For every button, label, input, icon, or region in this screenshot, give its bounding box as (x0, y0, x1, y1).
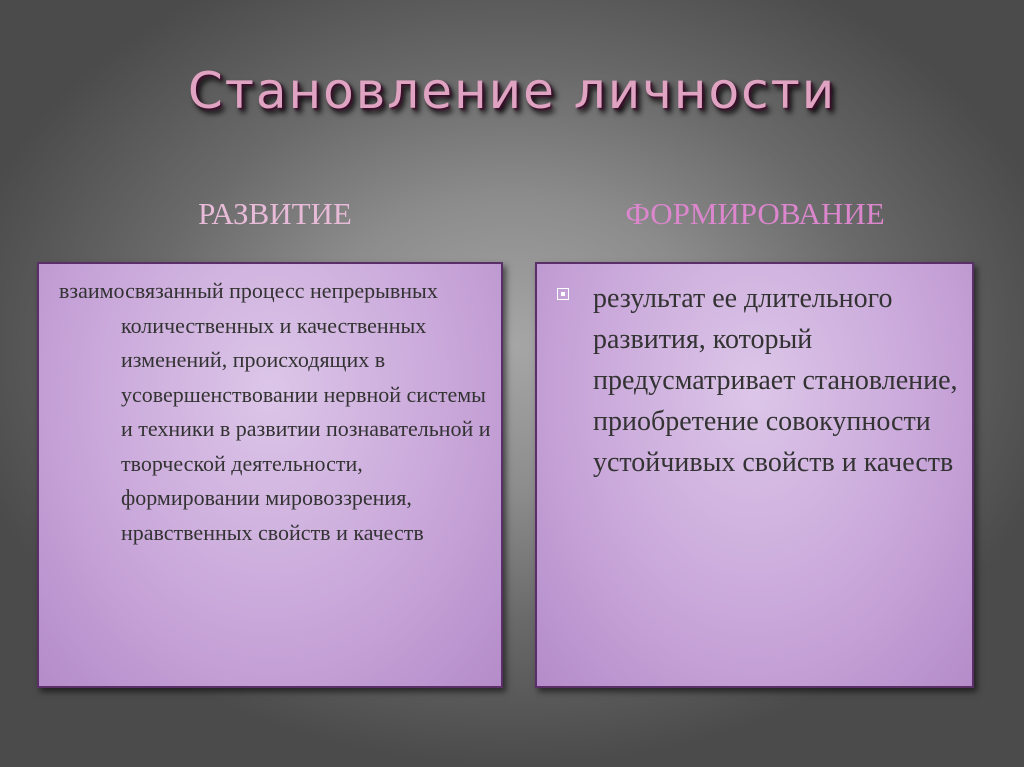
development-text: взаимосвязанный процесс непрерывных количественных и качественных изменений, происходящих в усовершенствовании нервной системы и техники в развитии познавательной и творческой деятельности, формировании мировоззрения, нравственных свойств и качеств (59, 278, 491, 545)
square-bullet-icon (557, 288, 569, 300)
heading-formation: ФОРМИРОВАНИЕ (625, 196, 885, 231)
formation-bullet (557, 278, 962, 483)
slide-title: Становление личности (187, 62, 837, 120)
formation-text: результат ее длительного развития, который предусматривает становление, приобретение совокупности устойчивых свойств и качеств (593, 283, 958, 478)
development-box (37, 262, 503, 688)
heading-development: РАЗВИТИЕ (198, 196, 352, 231)
formation-box (535, 262, 974, 688)
